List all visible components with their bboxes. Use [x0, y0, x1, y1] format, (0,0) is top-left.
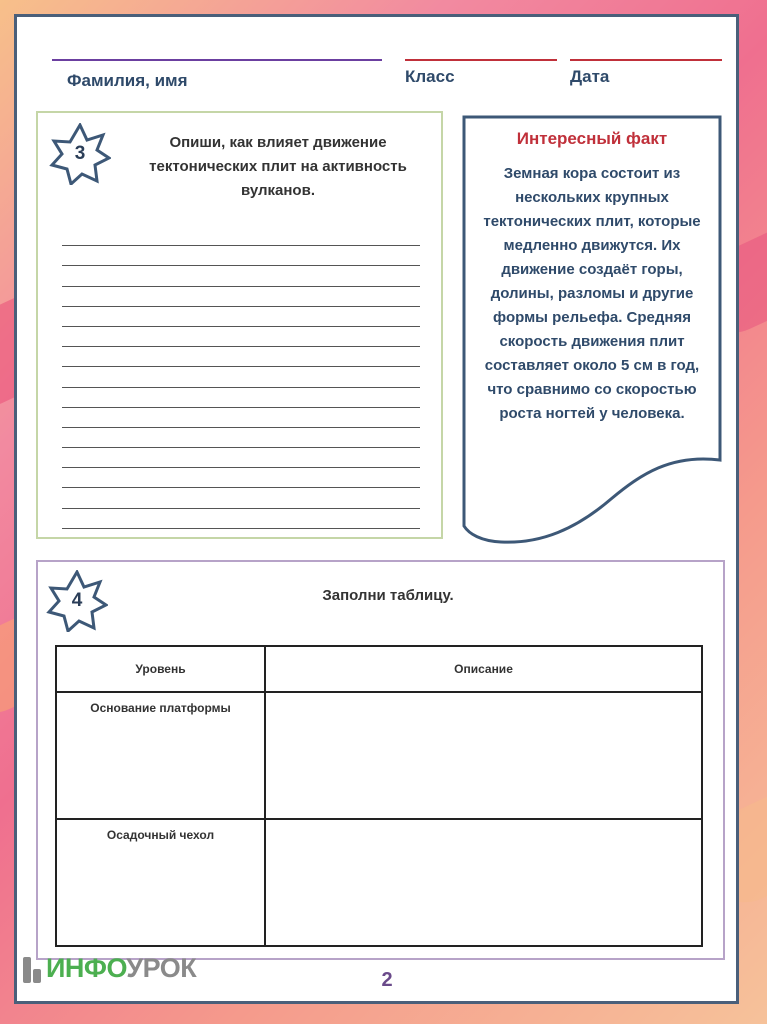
- answer-line[interactable]: [62, 388, 420, 408]
- answer-line[interactable]: [62, 367, 420, 387]
- task4-box: [36, 560, 725, 960]
- level-cell: Основание платформы: [56, 692, 265, 819]
- answer-line[interactable]: [62, 266, 420, 286]
- description-cell[interactable]: [265, 692, 702, 819]
- answer-lines[interactable]: [62, 226, 420, 529]
- task4-number: 4: [71, 590, 83, 611]
- fact-box: [461, 114, 723, 546]
- answer-line[interactable]: [62, 246, 420, 266]
- table-row: [56, 692, 702, 819]
- task3-badge: [49, 123, 111, 185]
- fact-title: Интересный факт: [516, 129, 668, 148]
- task4-instruction: Заполни таблицу.: [322, 587, 454, 604]
- answer-line[interactable]: [62, 226, 420, 246]
- date-label: Дата: [570, 67, 610, 86]
- answer-line[interactable]: [62, 327, 420, 347]
- table-row: [56, 819, 702, 946]
- date-line: [570, 59, 722, 61]
- name-label: Фамилия, имя: [67, 71, 188, 90]
- answer-line[interactable]: [62, 347, 420, 367]
- answer-line[interactable]: [62, 448, 420, 468]
- task4-badge: [46, 570, 108, 632]
- answer-line[interactable]: [62, 488, 420, 508]
- level-cell: Осадочный чехол: [56, 819, 265, 946]
- answer-line[interactable]: [62, 509, 420, 529]
- answer-line[interactable]: [62, 287, 420, 307]
- name-line: [52, 59, 382, 61]
- logo-text: [46, 953, 196, 984]
- logo-mark-icon: [22, 955, 42, 985]
- logo-text-grey: УРОК: [126, 953, 197, 983]
- task3-number: 3: [74, 143, 86, 164]
- answer-line[interactable]: [62, 468, 420, 488]
- answer-line[interactable]: [62, 428, 420, 448]
- task3-box: [36, 111, 443, 539]
- class-line: [405, 59, 557, 61]
- description-cell[interactable]: [265, 819, 702, 946]
- fact-text: Земная кора состоит из нескольких крупных тектонических плит, которые медленно движутся. Их движение создаёт горы, долины, разломы и другие формы рельефа. Средняя скорость движения плит составляет около 5 см в год, что сравнимо со скоростью роста ногтей у человека.: [483, 165, 701, 422]
- table-header-row: [56, 646, 702, 692]
- logo-text-green: ИНФО: [46, 953, 127, 983]
- task3-question: Опиши, как влияет движение тектонических плит на активность вулканов.: [149, 134, 407, 199]
- column-header-level: Уровень: [56, 646, 265, 692]
- column-header-description: Описание: [265, 646, 702, 692]
- page-number: 2: [381, 969, 393, 991]
- answer-line[interactable]: [62, 408, 420, 428]
- answer-line[interactable]: [62, 307, 420, 327]
- class-label: Класс: [405, 67, 455, 86]
- levels-table: [55, 645, 703, 947]
- worksheet-page: [14, 14, 739, 1004]
